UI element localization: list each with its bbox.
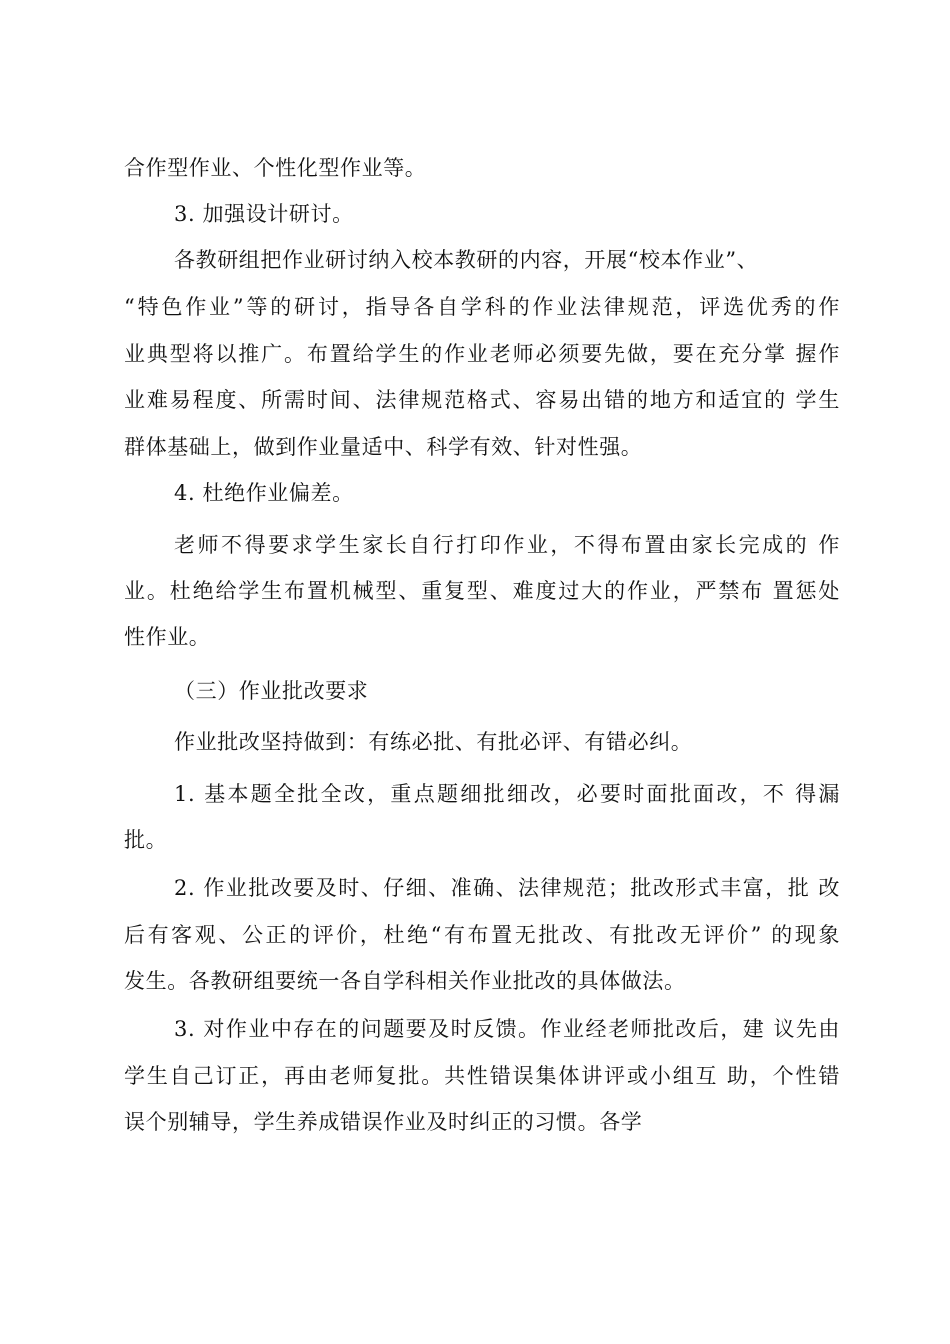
paragraph-line: 业。杜绝给学生布置机械型、重复型、难度过大的作业，严禁布 置惩处 xyxy=(124,579,840,603)
paragraph-line: 发生。各教研组要统一各自学科相关作业批改的具体做法。 xyxy=(124,969,686,993)
paragraph-line: 误个别辅导，学生养成错误作业及时纠正的习惯。各学 xyxy=(124,1110,643,1134)
paragraph-line: 1. 基本题全批全改，重点题细批细改，必要时面批面改，不 得漏 xyxy=(174,782,840,806)
subsection-heading: （三）作业批改要求 xyxy=(174,679,369,703)
paragraph-line: 后有客观、公正的评价，杜绝“有布置无批改、有批改无评价” 的现象 xyxy=(124,923,840,947)
paragraph-line: 业难易程度、所需时间、法律规范格式、容易出错的地方和适宜的 学生 xyxy=(124,388,840,412)
paragraph-line: 学生自己订正，再由老师复批。共性错误集体讲评或小组互 助，个性错 xyxy=(124,1064,840,1088)
section-heading: 3. 加强设计研讨。 xyxy=(174,202,354,226)
paragraph-line: 群体基础上，做到作业量适中、科学有效、针对性强。 xyxy=(124,435,643,459)
paragraph-line: 2. 作业批改要及时、仔细、准确、法律规范；批改形式丰富，批 改 xyxy=(174,876,840,900)
paragraph-line: 各教研组把作业研讨纳入校本教研的内容，开展“校本作业”、 xyxy=(174,248,759,272)
paragraph-line: 业典型将以推广。布置给学生的作业老师必须要先做，要在充分掌 握作 xyxy=(124,342,840,366)
paragraph-line: “特色作业”等的研讨，指导各自学科的作业法律规范，评选优秀的作 xyxy=(124,295,840,319)
paragraph-line: 作业批改坚持做到：有练必批、有批必评、有错必纠。 xyxy=(174,730,693,754)
paragraph-line: 3. 对作业中存在的问题要及时反馈。作业经老师批改后，建 议先由 xyxy=(174,1017,840,1041)
paragraph-line: 性作业。 xyxy=(124,625,211,649)
paragraph-line: 老师不得要求学生家长自行打印作业，不得布置由家长完成的 作 xyxy=(174,533,840,557)
section-heading: 4. 杜绝作业偏差。 xyxy=(174,481,354,505)
paragraph-line: 批。 xyxy=(124,828,168,852)
paragraph-line: 合作型作业、个性化型作业等。 xyxy=(124,156,427,180)
